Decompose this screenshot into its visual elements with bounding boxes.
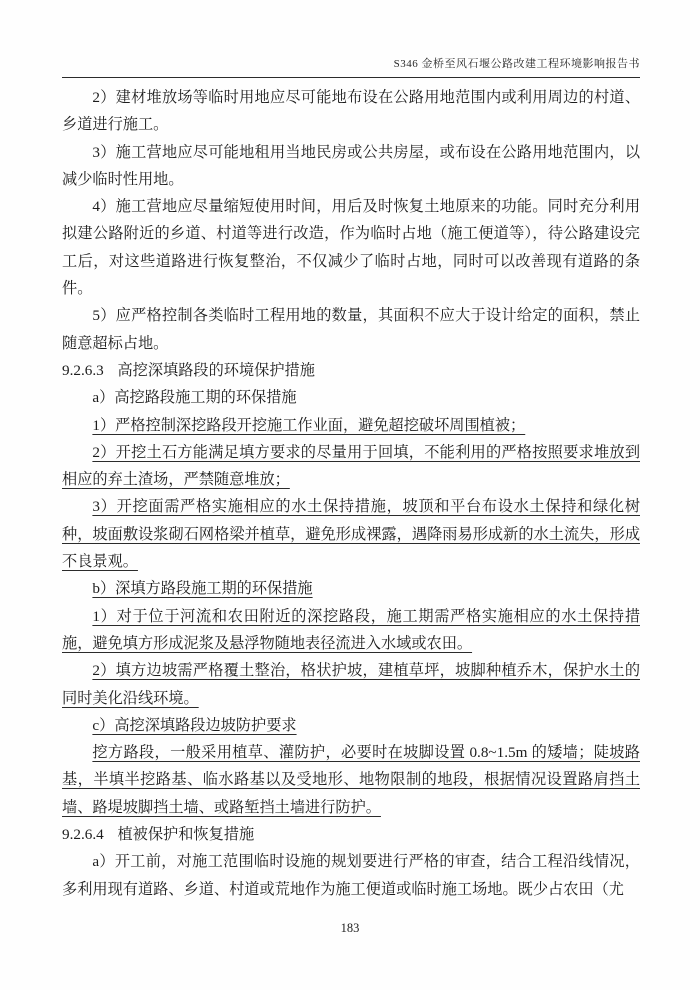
paragraph: 3）施工营地应尽可能地租用当地民房或公共房屋，或布设在公路用地范围内，以减少临时性用地。 bbox=[62, 143, 640, 188]
underlined-paragraph: 1）对于位于河流和农田附近的深挖路段，施工期需严格实施相应的水土保持措施，避免填方形成泥浆及悬浮物随地表径流进入水域或农田。 bbox=[62, 607, 640, 652]
page-footer bbox=[0, 921, 700, 936]
page-number: 183 bbox=[340, 921, 360, 935]
section-title: 植被保护和恢复措施 bbox=[117, 826, 255, 844]
underlined-paragraph: c）高挖深填路段边坡防护要求 bbox=[92, 716, 297, 734]
underlined-paragraph: 2）开挖土石方能满足填方要求的尽量用于回填，不能利用的严格按照要求堆放到相应的弃土渣场，严禁随意堆放； bbox=[62, 443, 640, 489]
paragraph: 4）施工营地应尽量缩短使用时间，用后及时恢复土地原来的功能。同时充分利用拟建公路附近的乡道、村道等进行改造，作为临时占地（施工便道等），待公路建设完工后，对这些道路进行恢复整治，不仅减少了临时占地，同时可以改善现有道路的条件。 bbox=[62, 198, 640, 298]
paragraph: a）高挖路段施工期的环保措施 bbox=[92, 389, 297, 407]
underlined-paragraph: 挖方路段，一般采用植草、灌防护，必要时在坡脚设置 0.8~1.5m 的矮墙；陡坡路基，半填半挖路基、临水路基以及受地形、地物限制的地段，根据情况设置路肩挡土墙、路堤坡脚挡土墙、或路堑挡土墙进行防护。 bbox=[62, 744, 640, 816]
section-title: 高挖深填路段的环境保护措施 bbox=[117, 361, 315, 379]
section-number: 9.2.6.4 bbox=[62, 826, 104, 844]
header-rule bbox=[62, 77, 640, 78]
header-title: S346 金桥至风石堰公路改建工程环境影响报告书 bbox=[393, 58, 640, 70]
underlined-paragraph: 3）开挖面需严格实施相应的水土保持措施，坡顶和平台布设水土保持和绿化树种，坡面敷设浆砌石网格梁并植草，避免形成裸露，遇降雨易形成新的水土流失，形成不良景观。 bbox=[62, 498, 640, 571]
document-body bbox=[62, 84, 640, 903]
underlined-paragraph: 1）严格控制深挖路段开挖施工作业面，避免超挖破坏周围植被； bbox=[92, 416, 526, 434]
underlined-paragraph: 2）填方边坡需严格覆土整治，格状护坡，建植草坪，坡脚种植乔木，保护水土的同时美化沿线环境。 bbox=[62, 662, 640, 707]
section-heading bbox=[62, 821, 640, 848]
paragraph: 5）应严格控制各类临时工程用地的数量，其面积不应大于设计给定的面积，禁止随意超标占地。 bbox=[62, 307, 640, 352]
page-header bbox=[62, 55, 640, 71]
paragraph: a）开工前，对施工范围临时设施的规划要进行严格的审查，结合工程沿线情况，多利用现有道路、乡道、村道或荒地作为施工便道或临时施工场地。既少占农田（尤 bbox=[62, 853, 640, 898]
section-number: 9.2.6.3 bbox=[62, 361, 104, 379]
section-heading bbox=[62, 357, 640, 384]
paragraph: 2）建材堆放场等临时用地应尽可能地布设在公路用地范围内或利用周边的村道、乡道进行施工。 bbox=[62, 89, 640, 134]
underlined-paragraph: b）深填方路段施工期的环保措施 bbox=[92, 580, 313, 598]
